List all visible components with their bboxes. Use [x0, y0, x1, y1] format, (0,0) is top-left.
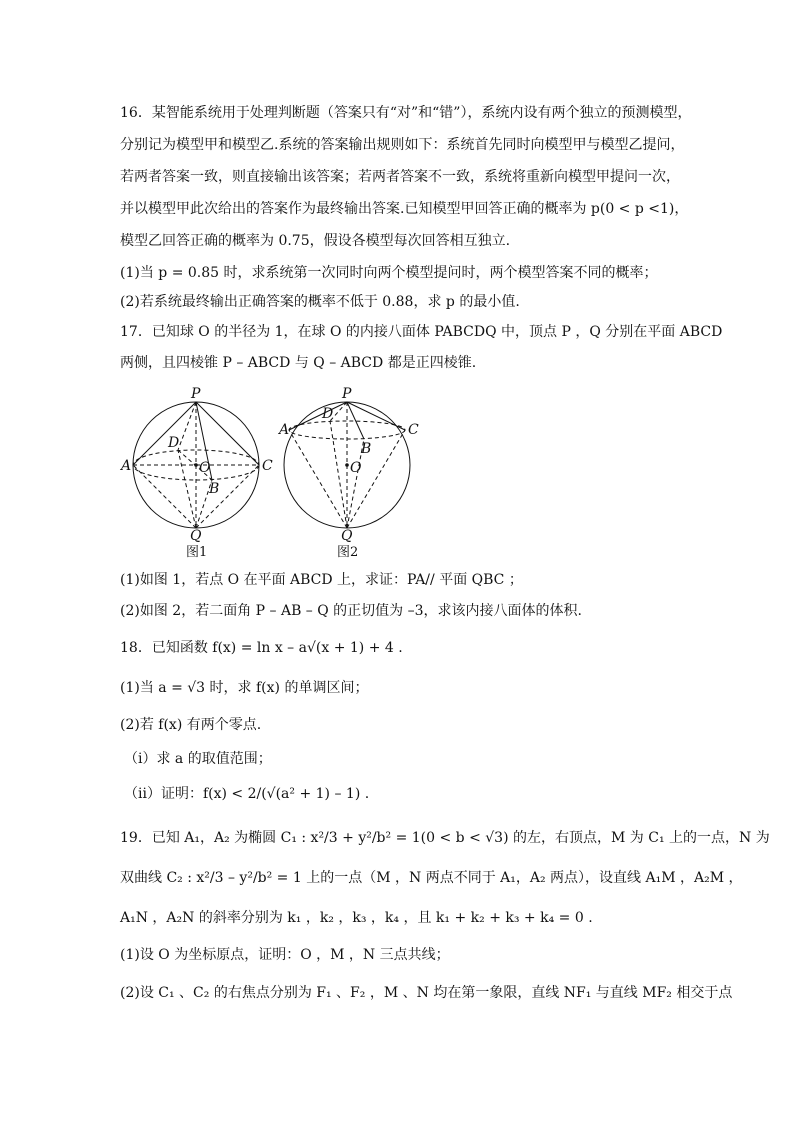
label-p-fig1: P	[191, 386, 201, 402]
q19-line-1: 19．已知 A₁，A₂ 为椭圆 C₁ : x²/3 + y²/b² = 1(0 < b < √3) 的左，右顶点，M 为 C₁ 上的一点，N 为	[120, 830, 770, 846]
q19-line-2: 双曲线 C₂ : x²/3 – y²/b² = 1 上的一点（M ，N 两点不同于 A₁，A₂ 两点），设直线 A₁M ，A₂M ，	[120, 870, 743, 886]
q18-part-2: (2)若 f(x) 有两个零点.	[120, 717, 262, 733]
q17-part-1: (1)如图 1，若点 O 在平面 ABCD 上，求证：PA// 平面 QBC ；	[120, 572, 523, 588]
label-o-fig1: O	[199, 460, 211, 476]
octahedron-figures	[116, 380, 426, 560]
label-o-fig2: O	[350, 460, 362, 476]
label-q-fig2: Q	[341, 528, 353, 544]
q19-part-1: (1)设 O 为坐标原点，证明：O ，M ，N 三点共线；	[120, 947, 450, 963]
label-b-fig1: B	[209, 481, 220, 497]
label-a-fig1: A	[121, 458, 132, 474]
q18-part-1: (1)当 a = √3 时，求 f(x) 的单调区间；	[120, 680, 369, 696]
q18-part-2-i: （i）求 a 的取值范围；	[124, 751, 272, 767]
q19-line-3: A₁N ，A₂N 的斜率分别为 k₁ ，k₂ ，k₃ ，k₄ ，且 k₁ + k₂ + k₃ + k₄ = 0 .	[120, 910, 593, 926]
q16-line-3: 若两者答案一致，则直接输出该答案；若两者答案不一致，系统将重新向模型甲提问一次，	[120, 169, 680, 185]
q16-line-4: 并以模型甲此次给出的答案作为最终输出答案.已知模型甲回答正确的概率为 p(0 < p <1)，	[120, 201, 689, 217]
label-a-fig2: A	[279, 422, 290, 438]
q16-part-1: (1)当 p = 0.85 时，求系统第一次同时向两个模型提问时，两个模型答案不同的概率；	[120, 265, 658, 281]
q19-part-2: (2)设 C₁ 、C₂ 的右焦点分别为 F₁ 、F₂ ，M 、N 均在第一象限，直线 NF₁ 与直线 MF₂ 相交于点	[120, 985, 733, 1001]
center-point-o-fig2	[345, 463, 349, 467]
q17-line-1: 17．已知球 O 的半径为 1，在球 O 的内接八面体 PABCDQ 中，顶点 P ，Q 分别在平面 ABCD	[120, 324, 723, 340]
label-c-fig1: C	[262, 458, 273, 474]
q16-part-2: (2)若系统最终输出正确答案的概率不低于 0.88，求 p 的最小值.	[120, 294, 520, 310]
label-d-fig1: D	[168, 435, 180, 451]
q16-line-1: 16．某智能系统用于处理判断题（答案只有“对”和“错”），系统内设有两个独立的预测模型，	[120, 105, 692, 121]
label-b-fig2: B	[361, 441, 372, 457]
figure-2-caption: 图2	[337, 545, 359, 560]
label-p-fig2: P	[342, 386, 352, 402]
q18-line-1: 18．已知函数 f(x) = ln x – a√(x + 1) + 4 .	[120, 640, 403, 656]
label-c-fig2: C	[408, 422, 419, 438]
q18-part-2-ii: （ii）证明：f(x) < 2/(√(a² + 1) – 1) .	[124, 786, 370, 802]
label-d-fig2: D	[322, 406, 334, 422]
q16-line-5: 模型乙回答正确的概率为 0.75，假设各模型每次回答相互独立.	[120, 233, 511, 249]
q16-line-2: 分别记为模型甲和模型乙.系统的答案输出规则如下：系统首先同时向模型甲与模型乙提问，	[120, 137, 685, 153]
q17-part-2: (2)如图 2，若二面角 P – AB – Q 的正切值为 –3，求该内接八面体的体积.	[120, 603, 582, 619]
figure-1-caption: 图1	[186, 545, 208, 560]
q17-line-2: 两侧，且四棱锥 P – ABCD 与 Q – ABCD 都是正四棱锥.	[120, 355, 477, 371]
label-q-fig1: Q	[190, 528, 202, 544]
center-point-o-fig1	[194, 463, 198, 467]
